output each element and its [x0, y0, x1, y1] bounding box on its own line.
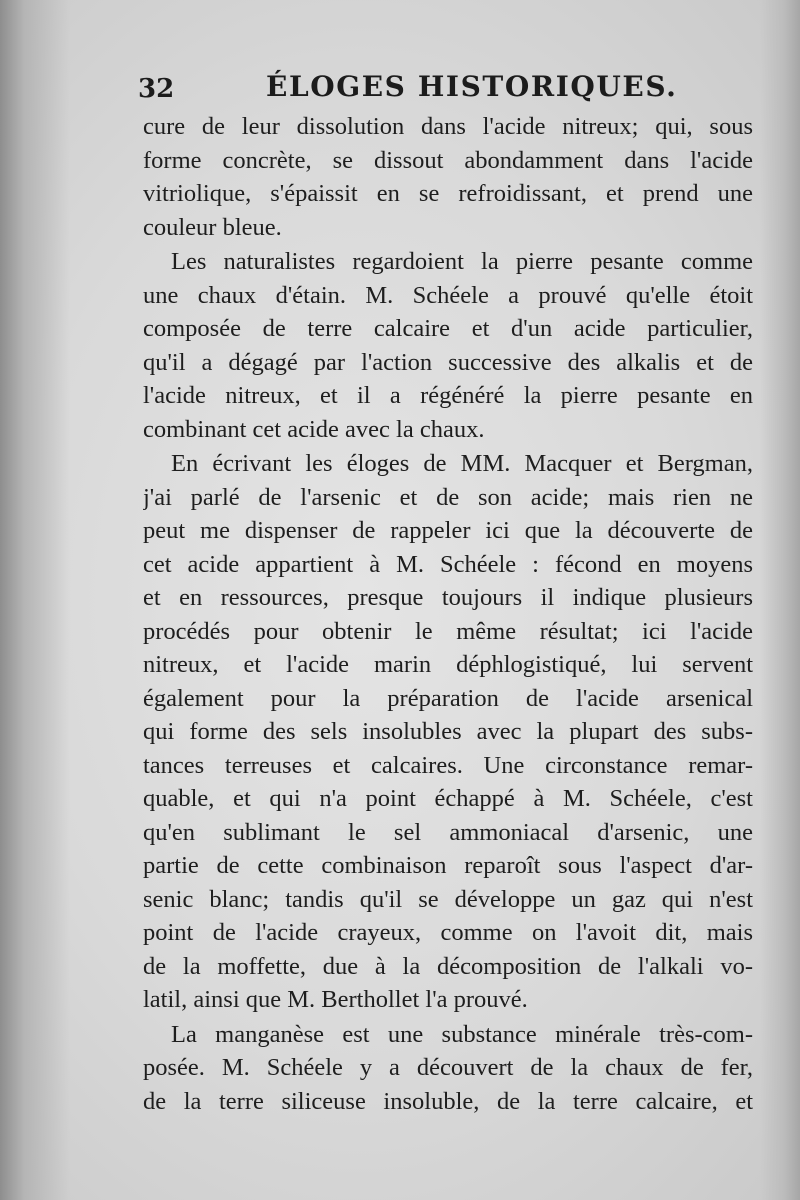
text-line: de la terre siliceuse insoluble, de la terre calcaire, et [143, 1087, 753, 1115]
text-line: combinant cet acide avec la chaux. [143, 415, 485, 443]
paragraph [143, 110, 753, 244]
text-line: vitriolique, s'épaissit en se refroidissant, et prend une [143, 180, 753, 207]
text-line: latil, ainsi que M. Berthollet l'a prouvé. [143, 986, 528, 1013]
text-line: nitreux, et l'acide marin déphlogistiqué, lui servent [143, 651, 753, 678]
text-line: procédés pour obtenir le même résultat; ici l'acide [143, 617, 753, 645]
text-line: forme concrète, se dissout abondamment dans l'acide [143, 146, 753, 174]
text-line: Les naturalistes regardoient la pierre pesante comme [171, 248, 753, 275]
paragraph [143, 245, 753, 446]
text-line: j'ai parlé de l'arsenic et de son acide; mais rien ne [143, 483, 753, 511]
text-line: quable, et qui n'a point échappé à M. Schéele, c'est [143, 785, 753, 812]
text-line: et en ressources, presque toujours il indique plusieurs [143, 584, 753, 611]
text-line: cure de leur dissolution dans l'acide nitreux; qui, sous [143, 113, 753, 140]
text-line: de la moffette, due à la décomposition de l'alkali vo- [143, 952, 753, 980]
text-line: couleur bleue. [143, 213, 282, 241]
text-line: tances terreuses et calcaires. Une circonstance remar- [143, 751, 753, 779]
text-line: peut me dispenser de rappeler ici que la découverte de [143, 517, 753, 544]
text-line: partie de cette combinaison reparoît sous l'aspect d'ar- [143, 852, 753, 879]
paragraph [143, 1018, 753, 1119]
page-header [138, 70, 758, 110]
text-line: l'acide nitreux, et il a régénéré la pierre pesante en [143, 382, 753, 409]
text-line: composée de terre calcaire et d'un acide particulier, [143, 315, 753, 342]
text-line: également pour la préparation de l'acide arsenical [143, 684, 753, 712]
text-line: qu'en sublimant le sel ammoniacal d'arsenic, une [143, 818, 753, 846]
page-number: 32 [138, 74, 175, 104]
text-line: point de l'acide crayeux, comme on l'avoit dit, mais [143, 919, 753, 946]
text-line: cet acide appartient à M. Schéele : fécond en moyens [143, 550, 753, 578]
text-line: En écrivant les éloges de MM. Macquer et Bergman, [171, 450, 753, 477]
body-text [143, 110, 753, 1118]
gutter-shadow [0, 0, 70, 1200]
text-line: senic blanc; tandis qu'il se développe un gaz qui n'est [143, 885, 753, 913]
running-title: ÉLOGES HISTORIQUES. [266, 70, 678, 103]
page-edge-shadow [760, 0, 800, 1200]
text-line: une chaux d'étain. M. Schéele a prouvé qu'elle étoit [143, 281, 753, 309]
text-line: posée. M. Schéele y a découvert de la chaux de fer, [143, 1054, 753, 1081]
text-line: qu'il a dégagé par l'action successive des alkalis et de [143, 348, 753, 376]
text-line: La manganèse est une substance minérale très-com- [171, 1020, 753, 1048]
text-line: qui forme des sels insolubles avec la plupart des subs- [143, 718, 753, 745]
paragraph [143, 447, 753, 1017]
